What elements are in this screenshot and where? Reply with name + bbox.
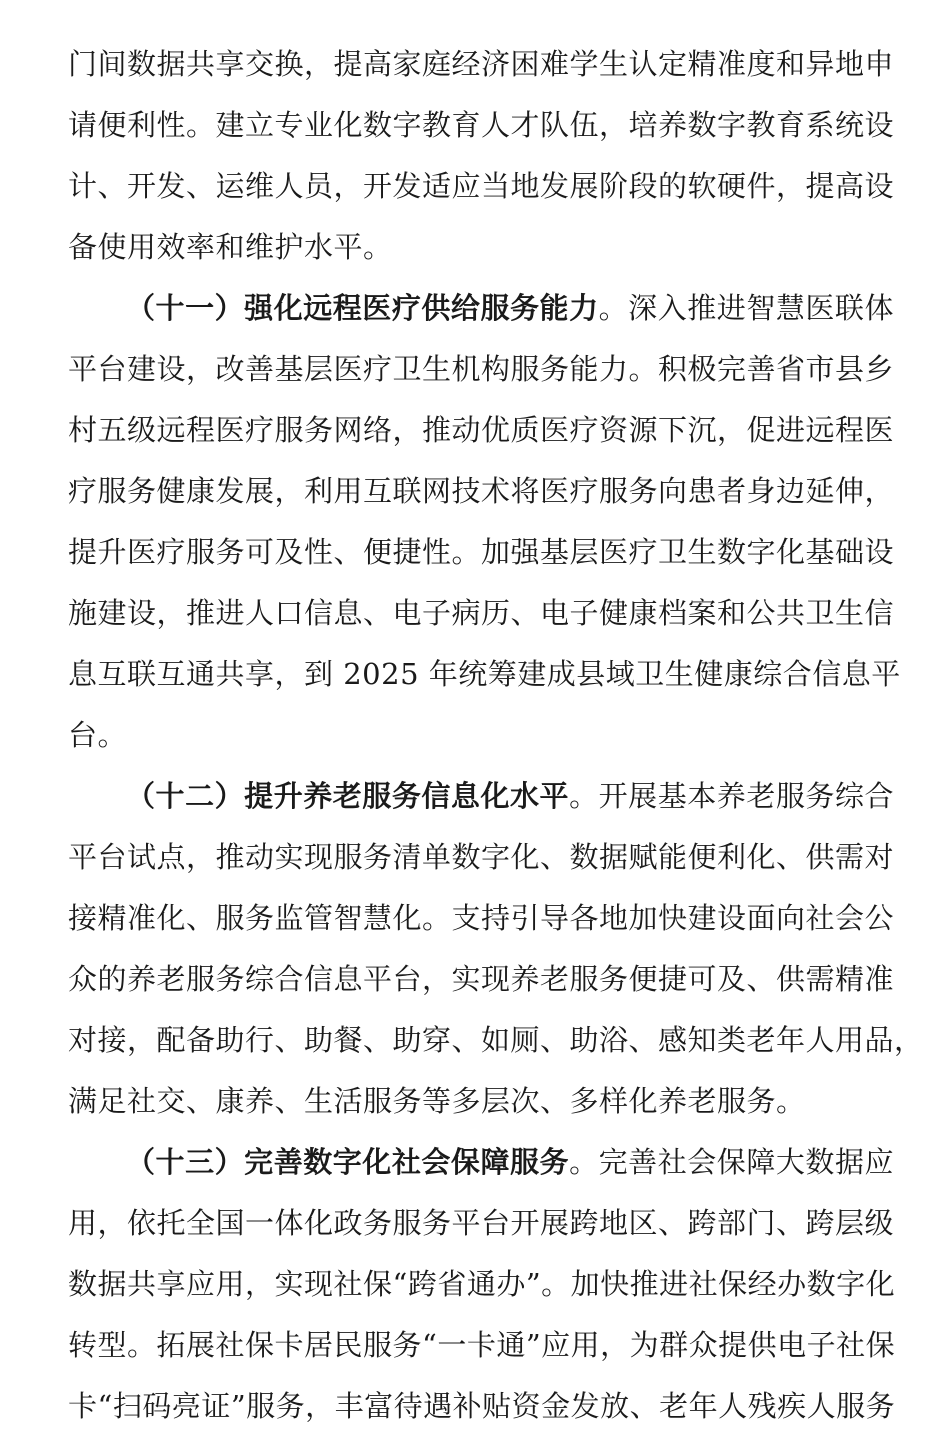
section-heading: （十一）强化远程医疗供给服务能力 [126,291,599,325]
text-line: 台。 [68,718,128,752]
text-line: 众的养老服务综合信息平台，实现养老服务便捷可及、供需精准 [68,962,895,996]
text-line: 对接，配备助行、助餐、助穿、如厕、助浴、感知类老年人用品， [68,1023,924,1057]
paragraph-continuation [68,34,894,278]
text-line: 接精准化、服务监管智慧化。支持引导各地加快建设面向社会公 [68,901,895,935]
text-run: 。完善社会保障大数据应 [569,1145,894,1179]
text-line: 备使用效率和维护水平。 [68,230,393,264]
paragraph-section-11 [68,278,901,766]
text-line: 疗服务健康发展，利用互联网技术将医疗服务向患者身边延伸， [68,474,895,508]
text-line: 施建设，推进人口信息、电子病历、电子健康档案和公共卫生信 [68,596,895,630]
text-line: 平台试点，推动实现服务清单数字化、数据赋能便利化、供需对 [68,840,895,874]
section-heading: （十二）提升养老服务信息化水平 [126,779,570,813]
paragraph-section-12 [68,766,924,1132]
text-line: 数据共享应用，实现社保“跨省通办”。加快推进社保经办数字化 [68,1267,896,1301]
text-line: 满足社交、康养、生活服务等多层次、多样化养老服务。 [68,1084,806,1118]
text-line: 卡“扫码亮证”服务，丰富待遇补贴资金发放、老年人残疾人服务 [68,1389,896,1423]
text-line: 请便利性。建立专业化数字教育人才队伍，培养数字教育系统设 [68,108,895,142]
text-line: 门间数据共享交换，提高家庭经济困难学生认定精准度和异地申 [68,47,895,81]
section-first-line [68,278,894,339]
text-line: 用，依托全国一体化政务服务平台开展跨地区、跨部门、跨层级 [68,1206,895,1240]
text-line: 计、开发、运维人员，开发适应当地发展阶段的软硬件，提高设 [68,169,895,203]
text-run: 。深入推进智慧医联体 [598,291,894,325]
text-line: 息互联互通共享，到 2025 年统筹建成县域卫生健康综合信息平 [68,657,901,691]
text-line: 平台建设，改善基层医疗卫生机构服务能力。积极完善省市县乡 [68,352,895,386]
section-heading: （十三）完善数字化社会保障服务 [126,1145,570,1179]
section-first-line [68,1132,894,1193]
text-line: 转型。拓展社保卡居民服务“一卡通”应用，为群众提供电子社保 [68,1328,896,1362]
text-line: 提升医疗服务可及性、便捷性。加强基层医疗卫生数字化基础设 [68,535,895,569]
text-run: 。开展基本养老服务综合 [569,779,894,813]
text-line: 村五级远程医疗服务网络，推动优质医疗资源下沉，促进远程医 [68,413,895,447]
paragraph-section-13 [68,1132,894,1437]
section-first-line [68,766,894,827]
document-page [68,34,924,1437]
